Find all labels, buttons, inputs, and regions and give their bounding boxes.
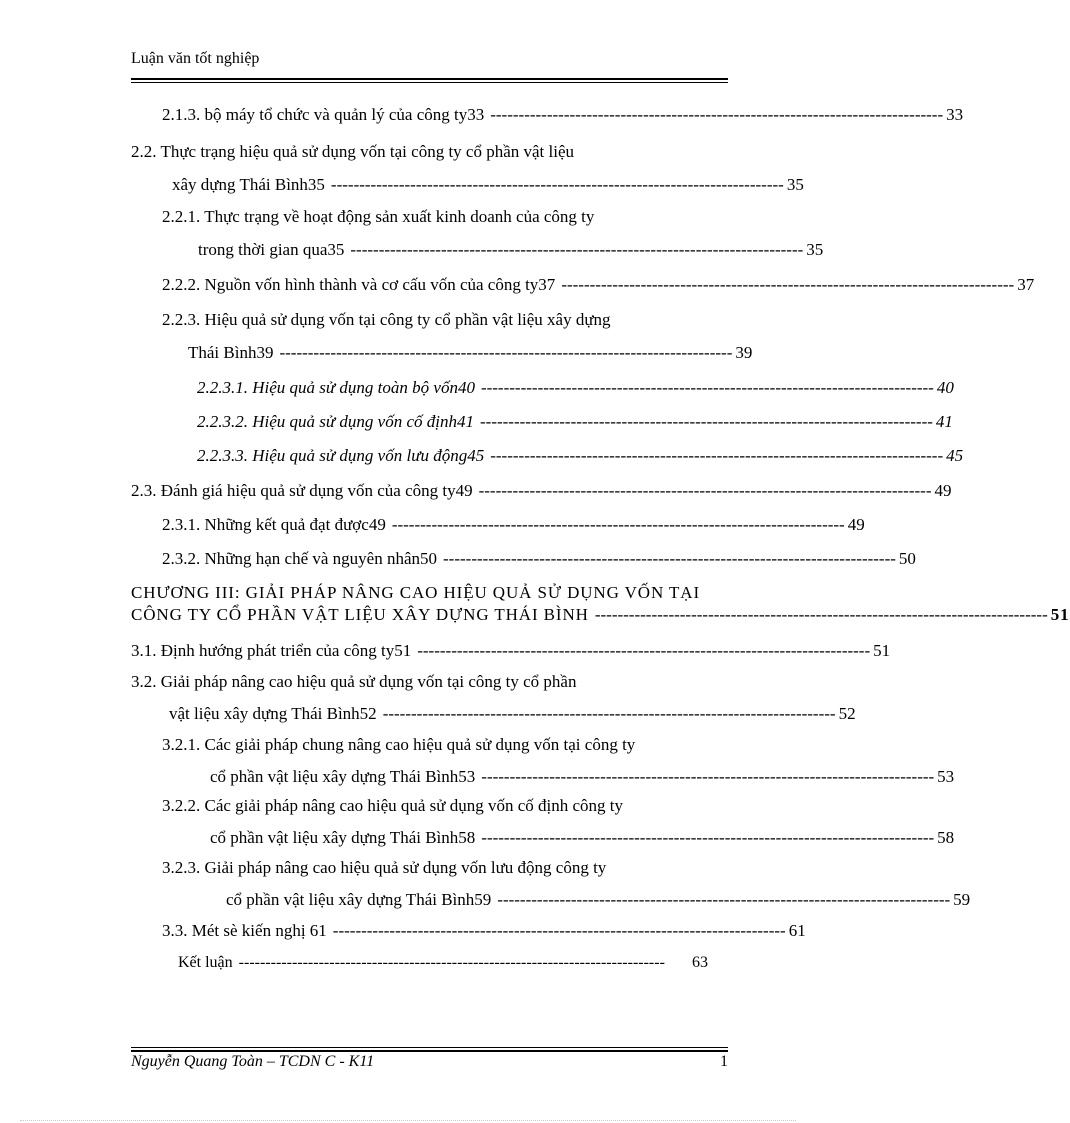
toc-entry-text: 2.2.2. Nguồn vốn hình thành và cơ cấu vốn của công ty37 [162,275,556,294]
toc-page-number: 40 [936,378,954,397]
toc-entry[interactable]: Kết luận -------------------------------------------------------------------------------- 63 [178,954,708,971]
toc-entry[interactable]: 2.3.1. Những kết quả đạt được49 -------------------------------------------------------------------------------- 49 [162,515,865,534]
toc-entry-text: 3.2.1. Các giải pháp chung nâng cao hiệu quả sử dụng vốn tại công ty [162,735,636,754]
toc-entry[interactable]: 2.3. Đánh giá hiệu quả sử dụng vốn của công ty49 -------------------------------------------------------------------------------- 49 [131,481,952,500]
toc-entry-text: 3.1. Định hướng phát triển của công ty51 [131,641,412,660]
toc-entry-text: 2.2.3.1. Hiệu quả sử dụng toàn bộ vốn40 [197,378,475,397]
toc-entry-text: 2.3. Đánh giá hiệu quả sử dụng vốn của công ty49 [131,481,473,500]
page-bottom-border [20,1120,796,1121]
toc-entry-text: cổ phần vật liệu xây dựng Thái Bình53 [210,767,476,786]
toc-chapter-entry[interactable]: CHƯƠNG III: GIẢI PHÁP NÂNG CAO HIỆU QUẢ SỬ DỤNG VỐN TẠI CÔNG TY CỔ PHẦN VẬT LIỆU XÂY DỰNG THÁI BÌNH -------------------------------------------------------------------------------- 51 [131,583,1070,624]
toc-entry[interactable]: 3.2.2. Các giải pháp nâng cao hiệu quả sử dụng vốn cố định công ty cổ phần vật liệu xây dựng Thái Bình58 -------------------------------------------------------------------------------- 58 [162,796,955,847]
footer-page-number: 1 [720,1053,728,1070]
toc-entry-text: 2.2.3. Hiệu quả sử dụng vốn tại công ty cổ phần vật liệu xây dựng [162,310,611,329]
toc-page-number: 59 [953,890,971,909]
toc-entry-text: xây dựng Thái Bình35 [172,175,325,194]
toc-entry[interactable]: 2.2.1. Thực trạng về hoạt động sản xuất kinh doanh của công ty trong thời gian qua35 -------------------------------------------------------------------------------- 35 [162,207,824,259]
toc-page-number: 52 [838,704,856,723]
footer-rule [131,1047,728,1052]
toc-entry-text: 2.3.2. Những hạn chế và nguyên nhân50 [162,549,438,568]
toc-page-number: 37 [1017,275,1035,294]
toc-entry[interactable]: 3.2. Giải pháp nâng cao hiệu quả sử dụng vốn tại công ty cổ phần vật liệu xây dựng Thái Bình52 -------------------------------------------------------------------------------- 52 [131,672,856,723]
toc-page-number: 35 [806,240,824,259]
toc-entry-text: CHƯƠNG III: GIẢI PHÁP NÂNG CAO HIỆU QUẢ SỬ DỤNG VỐN TẠI [131,583,701,602]
toc-entry-text: 3.2.3. Giải pháp nâng cao hiệu quả sử dụng vốn lưu động công ty [162,858,607,877]
toc-page-number: 50 [898,549,916,568]
toc-entry[interactable]: 3.3. Mét sè kiến nghị 61 -------------------------------------------------------------------------------- 61 [162,921,806,940]
toc-entry-text: 3.3. Mét sè kiến nghị 61 [162,921,327,940]
toc-page-number: 49 [934,481,952,500]
toc-entry-text: 2.2.1. Thực trạng về hoạt động sản xuất kinh doanh của công ty [162,207,595,226]
toc-entry-text: Kết luận [178,954,233,971]
toc-entry[interactable]: 2.2.3. Hiệu quả sử dụng vốn tại công ty cổ phần vật liệu xây dựng Thái Bình39 -------------------------------------------------------------------------------- 39 [162,310,753,362]
toc-entry-text: 2.2.3.2. Hiệu quả sử dụng vốn cố định41 [197,412,474,431]
toc-page-number: 35 [786,175,804,194]
toc-entry-text: 2.2.3.3. Hiệu quả sử dụng vốn lưu động45 [197,446,485,465]
toc-entry[interactable]: 2.2. Thực trạng hiệu quả sử dụng vốn tại công ty cổ phần vật liệu xây dựng Thái Bình35 -------------------------------------------------------------------------------- 35 [131,142,804,194]
footer-author: Nguyễn Quang Toàn – TCDN C - K11 [131,1053,375,1070]
toc-entry[interactable]: 2.2.2. Nguồn vốn hình thành và cơ cấu vốn của công ty37 -------------------------------------------------------------------------------- 37 [162,275,1035,294]
toc-page-number: 49 [847,515,865,534]
toc-entry-text: 3.2. Giải pháp nâng cao hiệu quả sử dụng vốn tại công ty cổ phần [131,672,577,691]
toc-entry[interactable]: 2.2.3.1. Hiệu quả sử dụng toàn bộ vốn40 -------------------------------------------------------------------------------- 40 [197,378,954,397]
page-header-title: Luận văn tốt nghiệp [131,50,260,67]
toc-page-number: 51 [873,641,891,660]
toc-entry[interactable]: 2.2.3.3. Hiệu quả sử dụng vốn lưu động45 -------------------------------------------------------------------------------- 45 [197,446,964,465]
toc-page-number: 41 [935,412,953,431]
toc-entry-text: 2.3.1. Những kết quả đạt được49 [162,515,386,534]
toc-entry[interactable]: 2.3.2. Những hạn chế và nguyên nhân50 -------------------------------------------------------------------------------- 50 [162,549,916,568]
toc-entry[interactable]: 3.1. Định hướng phát triển của công ty51 -------------------------------------------------------------------------------- 51 [131,641,891,660]
toc-entry[interactable]: 2.2.3.2. Hiệu quả sử dụng vốn cố định41 -------------------------------------------------------------------------------- 41 [197,412,953,431]
toc-entry-text: Thái Bình39 [188,343,274,362]
toc-entry-text: cổ phần vật liệu xây dựng Thái Bình59 [226,890,492,909]
toc-entry[interactable]: 2.1.3. bộ máy tổ chức và quản lý của công ty33 -------------------------------------------------------------------------------- 33 [162,105,964,124]
toc-entry-text: 2.2. Thực trạng hiệu quả sử dụng vốn tại công ty cổ phần vật liệu [131,142,575,161]
toc-page-number: 58 [937,828,955,847]
toc-entry-text: 2.1.3. bộ máy tổ chức và quản lý của công ty33 [162,105,485,124]
toc-page-number: 45 [946,446,964,465]
toc-entry-text: cổ phần vật liệu xây dựng Thái Bình58 [210,828,476,847]
toc-page-number: 63 [692,954,708,971]
toc-entry-text: trong thời gian qua35 [198,240,345,259]
toc-page-number: 51 [1050,605,1070,624]
toc-entry[interactable]: 3.2.1. Các giải pháp chung nâng cao hiệu quả sử dụng vốn tại công ty cổ phần vật liệu xây dựng Thái Bình53 -------------------------------------------------------------------------------- 53 [162,735,955,786]
toc-entry-text: CÔNG TY CỔ PHẦN VẬT LIỆU XÂY DỰNG THÁI BÌNH [131,605,589,624]
toc-entry-text: 3.2.2. Các giải pháp nâng cao hiệu quả sử dụng vốn cố định công ty [162,796,624,815]
toc-entry-text: vật liệu xây dựng Thái Bình52 [169,704,377,723]
toc-page-number: 33 [946,105,964,124]
toc-page-number: 39 [735,343,753,362]
toc-entry[interactable]: 3.2.3. Giải pháp nâng cao hiệu quả sử dụng vốn lưu động công ty cổ phần vật liệu xây dựng Thái Bình59 -------------------------------------------------------------------------------- 59 [162,858,971,909]
toc-page-number: 53 [937,767,955,786]
toc-page-number: 61 [788,921,806,940]
